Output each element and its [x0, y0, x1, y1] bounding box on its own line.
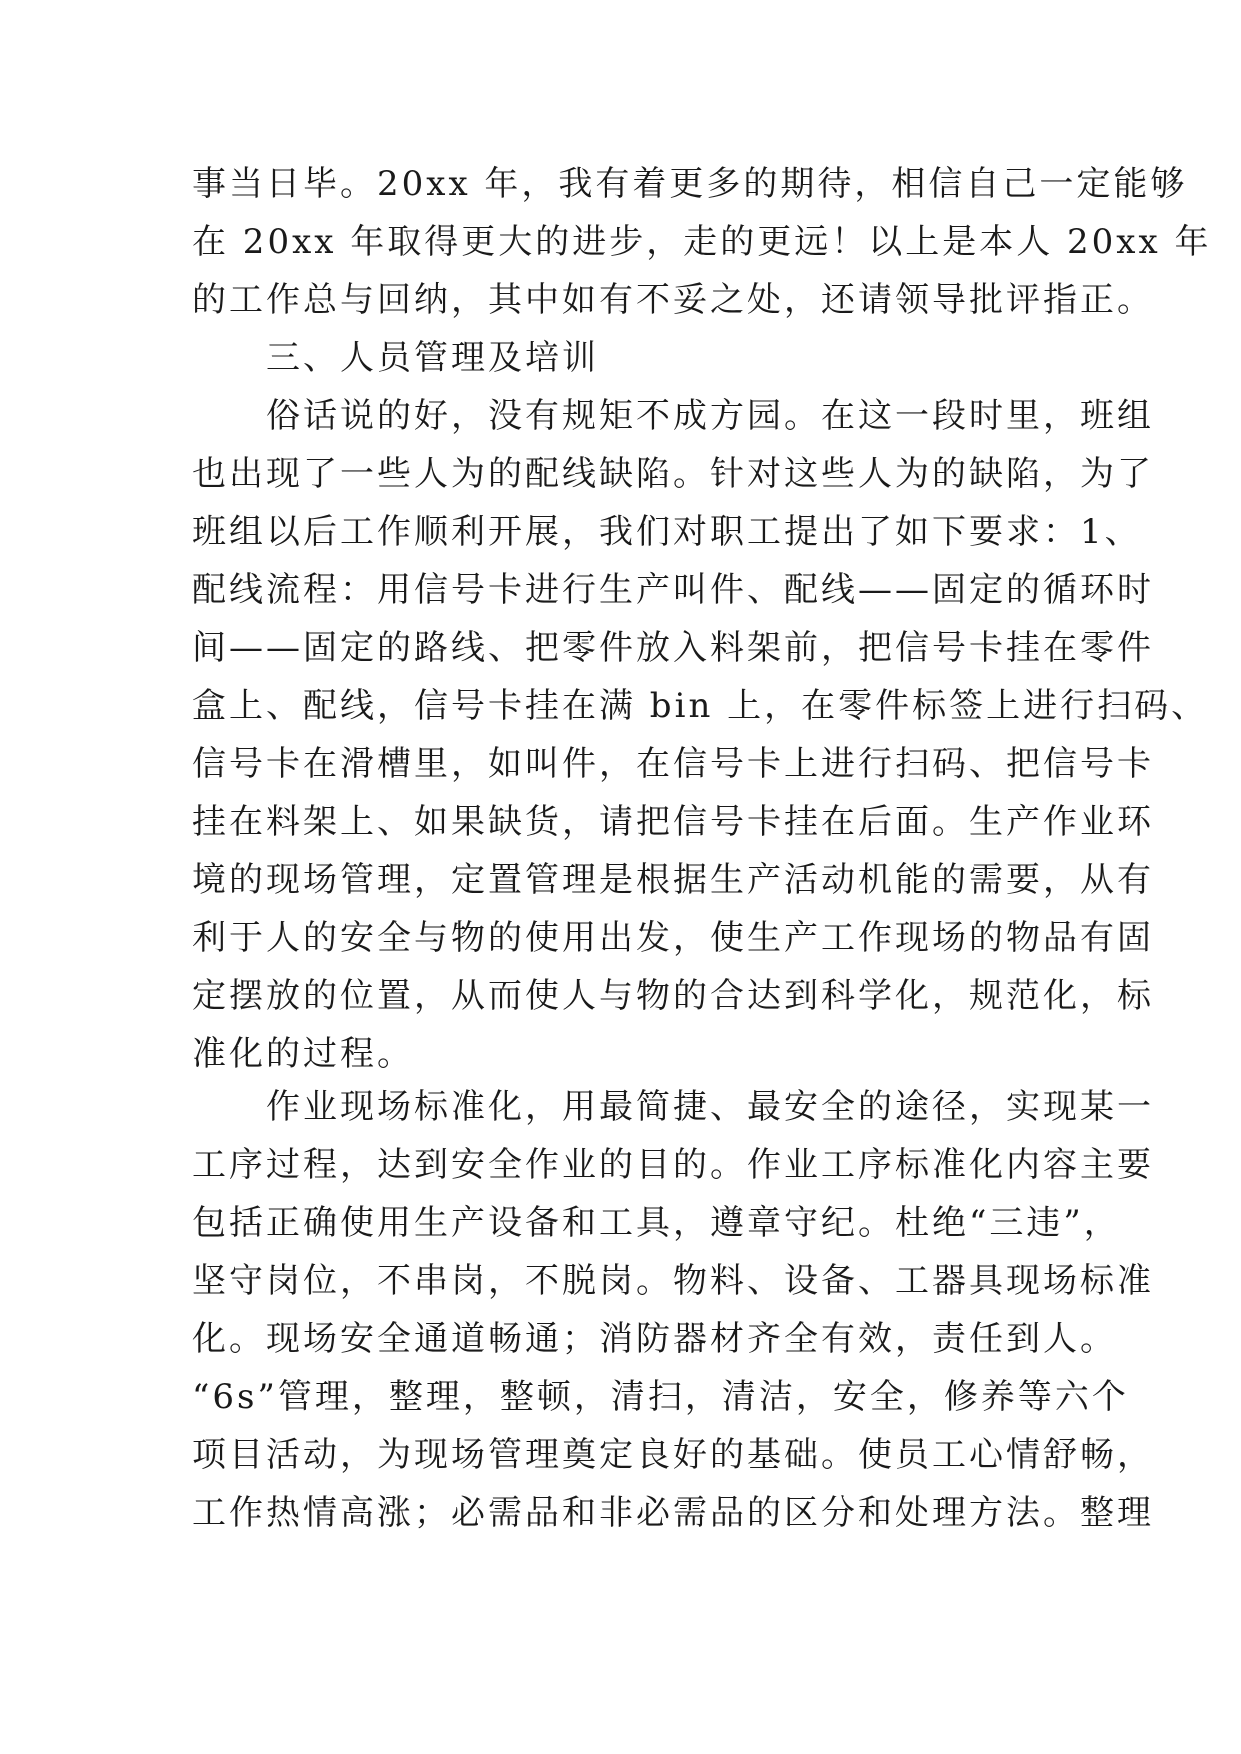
text-line: 境的现场管理，定置管理是根据生产活动机能的需要，从有 — [192, 860, 1154, 900]
text-line: 化。现场安全通道畅通；消防器材齐全有效，责任到人。 — [192, 1319, 1117, 1359]
text-line: 工作热情高涨；必需品和非必需品的区分和处理方法。整理 — [192, 1493, 1154, 1533]
text-line: 盒上、配线，信号卡挂在满 bin 上，在零件标签上进行扫码、 — [192, 686, 1209, 726]
text-line: 定摆放的位置，从而使人与物的合达到科学化，规范化，标 — [192, 976, 1154, 1016]
text-line: 信号卡在滑槽里，如叫件，在信号卡上进行扫码、把信号卡 — [192, 744, 1154, 784]
text-line: 事当日毕。20xx 年，我有着更多的期待，相信自己一定能够 — [192, 164, 1188, 204]
text-line: 作业现场标准化，用最简捷、最安全的途径，实现某一 — [192, 1087, 1154, 1127]
text-line: 班组以后工作顺利开展，我们对职工提出了如下要求：1、 — [192, 512, 1142, 552]
section-heading: 三、人员管理及培训 — [192, 338, 599, 378]
text-line: 也出现了一些人为的配线缺陷。针对这些人为的缺陷，为了 — [192, 454, 1154, 494]
text-line: 间——固定的路线、把零件放入料架前，把信号卡挂在零件 — [192, 628, 1154, 668]
text-line: “6s”管理，整理，整顿，清扫，清洁，安全，修养等六个 — [192, 1377, 1129, 1417]
text-line: 项目活动，为现场管理奠定良好的基础。使员工心情舒畅， — [192, 1435, 1154, 1475]
text-line: 配线流程：用信号卡进行生产叫件、配线——固定的循环时 — [192, 570, 1154, 610]
text-block-lower — [192, 1078, 1154, 1542]
text-line: 俗话说的好，没有规矩不成方园。在这一段时里，班组 — [192, 396, 1154, 436]
text-line: 在 20xx 年取得更大的进步，走的更远！以上是本人 20xx 年 — [192, 222, 1212, 262]
text-line: 包括正确使用生产设备和工具，遵章守纪。杜绝“三违”， — [192, 1203, 1121, 1243]
text-line: 利于人的安全与物的使用出发，使生产工作现场的物品有固 — [192, 918, 1154, 958]
text-line: 的工作总与回纳，其中如有不妥之处，还请领导批评指正。 — [192, 280, 1154, 320]
text-line: 坚守岗位，不串岗，不脱岗。物料、设备、工器具现场标准 — [192, 1261, 1154, 1301]
text-line: 挂在料架上、如果缺货，请把信号卡挂在后面。生产作业环 — [192, 802, 1154, 842]
text-line: 准化的过程。 — [192, 1034, 414, 1074]
text-line: 工序过程，达到安全作业的目的。作业工序标准化内容主要 — [192, 1145, 1154, 1185]
text-block-upper — [192, 155, 1212, 1083]
